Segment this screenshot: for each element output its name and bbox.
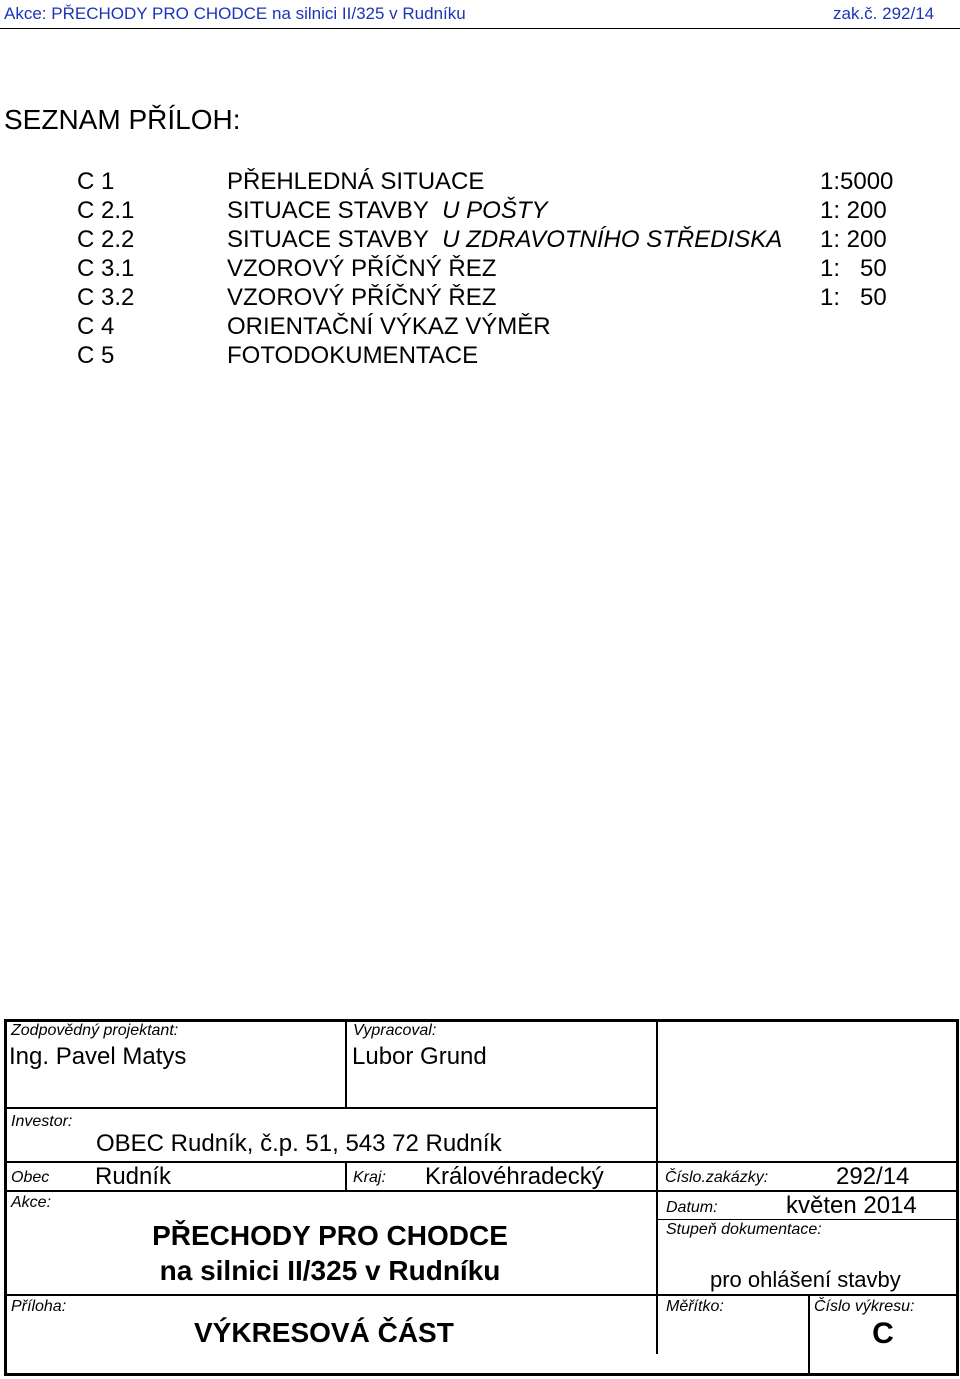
header-order bbox=[833, 4, 934, 24]
attachment-row bbox=[0, 226, 960, 256]
attachment-scale: 1:5000 bbox=[820, 168, 894, 195]
attachment-name-italic: U POŠTY bbox=[442, 197, 548, 224]
annex-label: Příloha: bbox=[11, 1298, 67, 1315]
attachment-code: C 2.1 bbox=[77, 197, 135, 224]
region-value: Královéhradecký bbox=[425, 1163, 604, 1190]
attachment-code: C 2.2 bbox=[77, 226, 135, 253]
region-label: Kraj: bbox=[353, 1169, 386, 1186]
investor-label: Investor: bbox=[11, 1113, 73, 1130]
attachment-row bbox=[0, 168, 960, 198]
border-bottom bbox=[4, 1373, 959, 1376]
investor-value: OBEC Rudník, č.p. 51, 543 72 Rudník bbox=[96, 1130, 502, 1157]
attachment-row bbox=[0, 342, 960, 372]
scale-label: Měřítko: bbox=[666, 1298, 724, 1315]
attachment-name: VZOROVÝ PŘÍČNÝ ŘEZ bbox=[227, 284, 497, 311]
attachment-code: C 1 bbox=[77, 168, 115, 195]
date-value: květen 2014 bbox=[786, 1192, 917, 1219]
attachment-scale: 1: 200 bbox=[820, 197, 887, 224]
attachment-scale: 1: 50 bbox=[820, 284, 887, 311]
attachment-name: SITUACE STAVBY U POŠTY bbox=[227, 197, 548, 224]
attachment-code: C 3.1 bbox=[77, 255, 135, 282]
header-rule bbox=[0, 28, 960, 29]
stage-label: Stupeň dokumentace: bbox=[666, 1221, 822, 1238]
attachment-row bbox=[0, 255, 960, 285]
divider bbox=[4, 1294, 959, 1296]
title-block bbox=[4, 1019, 959, 1376]
attachment-name: SITUACE STAVBY U ZDRAVOTNÍHO STŘEDISKA bbox=[227, 226, 783, 253]
attachment-row bbox=[0, 284, 960, 314]
attachment-scale: 1: 50 bbox=[820, 255, 887, 282]
prepared-label: Vypracoval: bbox=[353, 1022, 437, 1039]
attachment-name: PŘEHLEDNÁ SITUACE bbox=[227, 168, 485, 195]
header-action-title: PŘECHODY PRO CHODCE na silnici II/325 v Rudníku bbox=[51, 4, 466, 23]
responsible-label: Zodpovědný projektant: bbox=[11, 1022, 179, 1039]
order-value: 292/14 bbox=[836, 1163, 910, 1190]
prepared-value: Lubor Grund bbox=[352, 1043, 487, 1070]
attachment-name: VZOROVÝ PŘÍČNÝ ŘEZ bbox=[227, 255, 497, 282]
attachment-row bbox=[0, 313, 960, 343]
header-order-label: zak.č. bbox=[833, 4, 878, 23]
stage-value: pro ohlášení stavby bbox=[710, 1267, 901, 1292]
action-line1: PŘECHODY PRO CHODCE bbox=[152, 1220, 508, 1251]
attachment-row bbox=[0, 197, 960, 227]
attachment-scale: 1: 200 bbox=[820, 226, 887, 253]
responsible-value: Ing. Pavel Matys bbox=[9, 1043, 187, 1070]
action-line2: na silnici II/325 v Rudníku bbox=[159, 1255, 501, 1286]
order-label: Číslo.zakázky: bbox=[665, 1169, 769, 1186]
date-label: Datum: bbox=[666, 1199, 718, 1216]
drawing-number-value: C bbox=[872, 1317, 894, 1350]
drawing-number-label: Číslo výkresu: bbox=[814, 1298, 915, 1315]
attachment-code: C 3.2 bbox=[77, 284, 135, 311]
divider bbox=[656, 1019, 658, 1354]
page-title: SEZNAM PŘÍLOH: bbox=[4, 104, 241, 135]
border-left bbox=[4, 1019, 7, 1376]
header-action bbox=[4, 4, 466, 24]
municipality-value: Rudník bbox=[95, 1163, 172, 1190]
attachment-code: C 5 bbox=[77, 342, 115, 369]
attachment-name: FOTODOKUMENTACE bbox=[227, 342, 479, 369]
attachment-name-italic: U ZDRAVOTNÍHO STŘEDISKA bbox=[442, 226, 783, 253]
annex-value: VÝKRESOVÁ ČÁST bbox=[194, 1317, 454, 1348]
divider bbox=[4, 1107, 656, 1109]
border-right bbox=[956, 1019, 959, 1376]
divider bbox=[345, 1019, 347, 1107]
header-order-number: 292/14 bbox=[882, 4, 935, 23]
attachment-code: C 4 bbox=[77, 313, 115, 340]
attachment-name: ORIENTAČNÍ VÝKAZ VÝMĚR bbox=[227, 313, 551, 340]
divider bbox=[345, 1161, 347, 1191]
municipality-label: Obec bbox=[11, 1169, 50, 1186]
header-action-label: Akce: bbox=[4, 4, 47, 23]
action-label: Akce: bbox=[11, 1194, 52, 1211]
